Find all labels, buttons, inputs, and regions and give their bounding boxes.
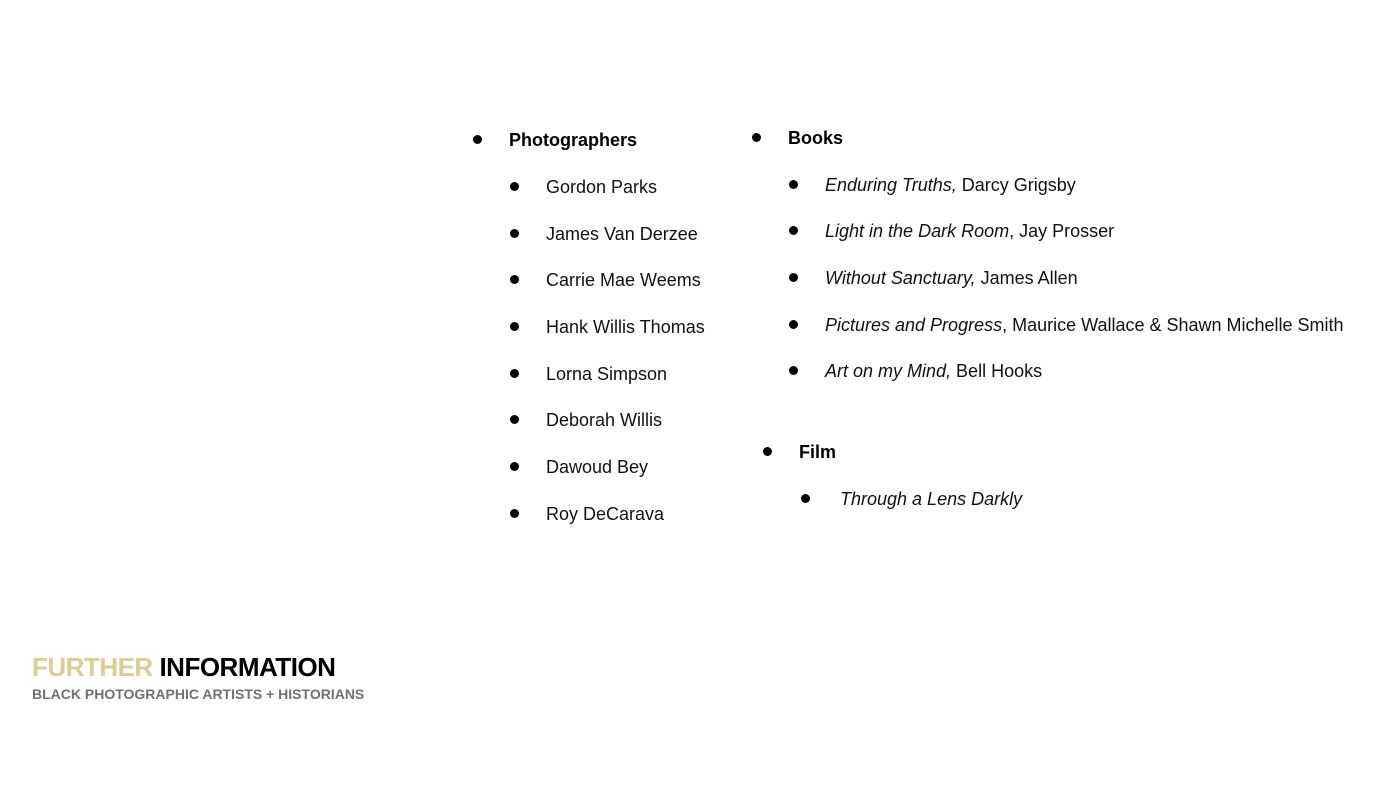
book-author: , Jay Prosser [1009, 221, 1115, 241]
bullet-icon [752, 133, 761, 142]
photographer-item: Hank Willis Thomas [546, 317, 705, 337]
bullet-icon [510, 369, 519, 378]
bullet-icon [510, 462, 519, 471]
bullet-icon [789, 180, 798, 189]
photographer-item: Carrie Mae Weems [546, 270, 701, 290]
film-item [840, 489, 1022, 510]
book-author: , Maurice Wallace & Shawn Michelle Smith [1002, 315, 1344, 335]
bullet-icon [510, 509, 519, 518]
bullet-icon [789, 273, 798, 282]
book-author: James Allen [975, 268, 1078, 288]
bullet-icon [763, 447, 772, 456]
books-heading: Books [788, 128, 844, 148]
footer-title [32, 652, 335, 683]
book-title: Pictures and Progress [825, 315, 1003, 335]
book-item [825, 361, 1042, 382]
photographer-item: James Van Derzee [546, 224, 698, 244]
photographers-heading: Photographers [509, 130, 638, 150]
book-item [825, 268, 1078, 289]
bullet-icon [789, 226, 798, 235]
photographer-item: Roy DeCarava [546, 504, 665, 524]
footer-title-main: INFORMATION [159, 652, 336, 682]
photographer-item: Dawoud Bey [546, 457, 649, 477]
book-item [825, 221, 1114, 242]
book-title: Light in the Dark Room [825, 221, 1010, 241]
book-title: Enduring Truths, [825, 175, 957, 195]
book-item [825, 315, 1344, 336]
bullet-icon [510, 182, 519, 191]
bullet-icon [510, 275, 519, 284]
book-item [825, 175, 1076, 196]
bullet-icon [473, 135, 482, 144]
book-title: Without Sanctuary, [825, 268, 976, 288]
bullet-icon [789, 320, 798, 329]
bullet-icon [510, 322, 519, 331]
bullet-icon [510, 229, 519, 238]
book-author: Darcy Grigsby [956, 175, 1076, 195]
photographer-item: Gordon Parks [546, 177, 658, 197]
film-title: Through a Lens Darkly [840, 489, 1023, 509]
book-author: Bell Hooks [951, 361, 1043, 381]
bullet-icon [789, 366, 798, 375]
photographer-item: Lorna Simpson [546, 364, 668, 384]
film-heading: Film [799, 442, 837, 462]
bullet-icon [801, 494, 810, 503]
footer-title-accent: FURTHER [32, 652, 153, 682]
photographer-item: Deborah Willis [546, 410, 663, 430]
bullet-icon [510, 415, 519, 424]
footer-subtitle: BLACK PHOTOGRAPHIC ARTISTS + HISTORIANS [32, 686, 365, 702]
book-title: Art on my Mind, [825, 361, 952, 381]
